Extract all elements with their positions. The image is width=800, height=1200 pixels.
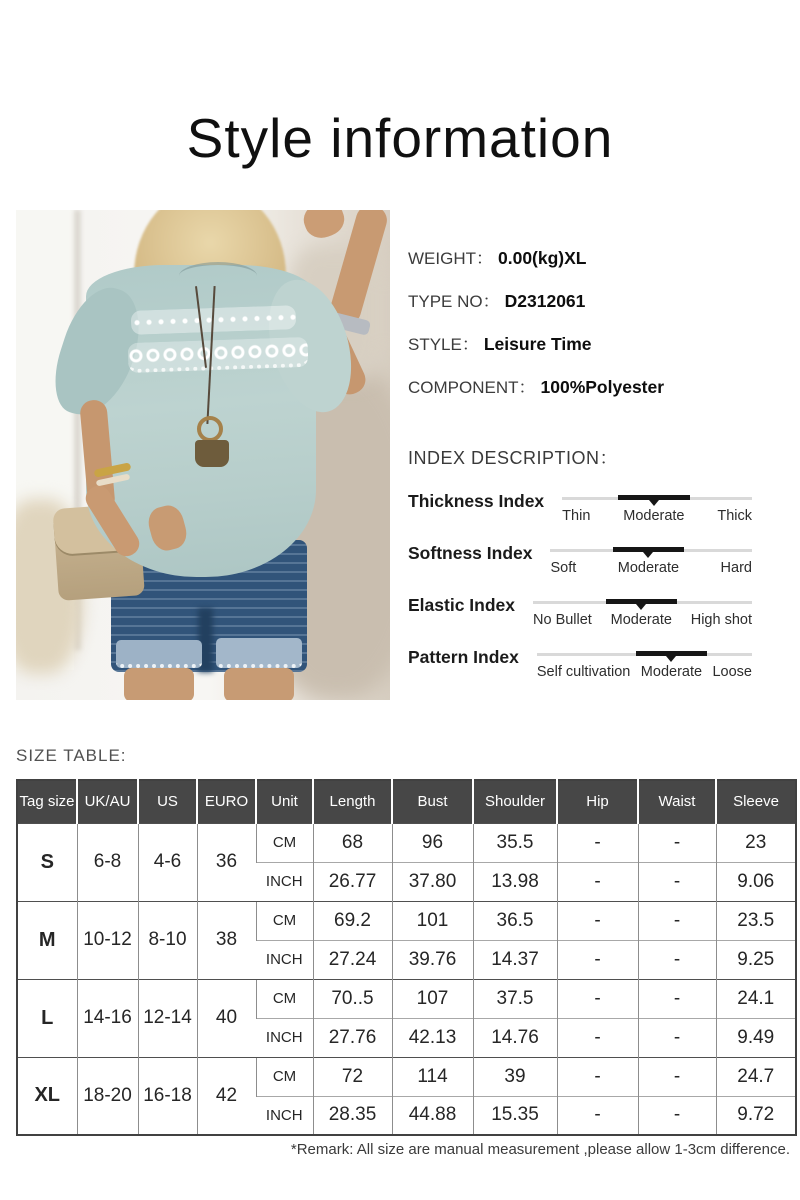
option-label: Loose bbox=[712, 664, 752, 680]
index-row-elastic bbox=[408, 596, 752, 628]
detail-style bbox=[408, 330, 794, 354]
measure-cell: - bbox=[638, 1018, 716, 1057]
unit-inch-cell: INCH bbox=[256, 940, 313, 979]
detail-label: STYLE： bbox=[408, 335, 479, 354]
column-header-hip: Hip bbox=[557, 780, 638, 823]
column-header-shoulder: Shoulder bbox=[473, 780, 557, 823]
us-cell: 8-10 bbox=[138, 901, 197, 979]
measure-cell: - bbox=[638, 823, 716, 862]
index-row-thickness bbox=[408, 492, 752, 524]
bar-segment bbox=[712, 648, 752, 661]
tag-size-cell: L bbox=[17, 979, 77, 1057]
detail-label: WEIGHT： bbox=[408, 249, 493, 268]
index-row-softness bbox=[408, 544, 752, 576]
option-label: Self cultivation bbox=[536, 664, 631, 680]
measure-cell: - bbox=[557, 979, 638, 1018]
lace-band bbox=[128, 337, 309, 373]
measure-cell: 70..5 bbox=[313, 979, 392, 1018]
us-cell: 4-6 bbox=[138, 823, 197, 901]
index-bar-labels bbox=[550, 560, 752, 576]
index-bar-line bbox=[537, 648, 752, 661]
bar-segment-active bbox=[618, 544, 679, 557]
bar-segment bbox=[562, 492, 590, 505]
unit-inch-cell: INCH bbox=[256, 1018, 313, 1057]
detail-value: Leisure Time bbox=[483, 334, 592, 354]
column-header-uk-au: UK/AU bbox=[77, 780, 138, 823]
index-bar-line bbox=[533, 596, 752, 609]
bar-segment-active bbox=[611, 596, 672, 609]
measure-cell: 68 bbox=[313, 823, 392, 862]
measure-cell: 37.80 bbox=[392, 862, 473, 901]
measure-cell: - bbox=[557, 901, 638, 940]
measure-cell: 44.88 bbox=[392, 1096, 473, 1135]
unit-inch-cell: INCH bbox=[256, 1096, 313, 1135]
index-description-heading: INDEX DESCRIPTION： bbox=[408, 448, 619, 468]
measure-cell: 13.98 bbox=[473, 862, 557, 901]
measure-cell: - bbox=[638, 1096, 716, 1135]
measure-cell: 26.77 bbox=[313, 862, 392, 901]
index-label: Thickness Index bbox=[408, 491, 545, 511]
detail-value: 100%Polyester bbox=[540, 377, 665, 397]
bar-segment-active bbox=[623, 492, 684, 505]
euro-cell: 36 bbox=[197, 823, 256, 901]
bar-segment bbox=[533, 596, 592, 609]
size-row-m-cm bbox=[17, 901, 796, 940]
option-label: Moderate bbox=[610, 612, 672, 628]
measure-cell: 27.24 bbox=[313, 940, 392, 979]
measure-cell: 72 bbox=[313, 1057, 392, 1096]
option-label: Soft bbox=[550, 560, 577, 576]
index-description bbox=[408, 444, 752, 700]
column-header-us: US bbox=[138, 780, 197, 823]
measure-cell: 9.06 bbox=[716, 862, 796, 901]
measure-cell: 114 bbox=[392, 1057, 473, 1096]
unit-cm-cell: CM bbox=[256, 901, 313, 940]
measure-cell: 24.1 bbox=[716, 979, 796, 1018]
size-table-body bbox=[17, 823, 796, 1135]
size-table-header-row bbox=[17, 780, 796, 823]
necklace-pendant-ring bbox=[197, 416, 223, 442]
measure-cell: 15.35 bbox=[473, 1096, 557, 1135]
measure-cell: 42.13 bbox=[392, 1018, 473, 1057]
detail-value: D2312061 bbox=[504, 291, 586, 311]
index-row-pattern bbox=[408, 648, 752, 680]
index-bar-labels bbox=[533, 612, 752, 628]
measure-cell: - bbox=[557, 940, 638, 979]
measure-cell: - bbox=[638, 1057, 716, 1096]
measure-cell: 23.5 bbox=[716, 901, 796, 940]
neckline bbox=[179, 262, 257, 290]
detail-weight bbox=[408, 244, 794, 268]
size-row-xl-cm bbox=[17, 1057, 796, 1096]
index-label: Softness Index bbox=[408, 543, 533, 563]
measure-cell: - bbox=[638, 979, 716, 1018]
unit-cm-cell: CM bbox=[256, 979, 313, 1018]
index-bar-line bbox=[550, 544, 752, 557]
measure-cell: - bbox=[638, 862, 716, 901]
measure-cell: 107 bbox=[392, 979, 473, 1018]
option-label: Thick bbox=[717, 508, 752, 524]
measure-cell: 37.5 bbox=[473, 979, 557, 1018]
detail-component bbox=[408, 373, 794, 397]
measure-cell: - bbox=[638, 940, 716, 979]
option-label: Hard bbox=[720, 560, 752, 576]
detail-label: COMPONENT： bbox=[408, 378, 536, 397]
size-table bbox=[16, 779, 797, 1136]
measure-cell: 9.25 bbox=[716, 940, 796, 979]
measure-cell: 101 bbox=[392, 901, 473, 940]
measure-cell: 39 bbox=[473, 1057, 557, 1096]
euro-cell: 42 bbox=[197, 1057, 256, 1135]
measure-cell: - bbox=[557, 1018, 638, 1057]
us-cell: 16-18 bbox=[138, 1057, 197, 1135]
ukau-cell: 14-16 bbox=[77, 979, 138, 1057]
column-header-bust: Bust bbox=[392, 780, 473, 823]
measure-cell: 9.49 bbox=[716, 1018, 796, 1057]
measure-cell: 24.7 bbox=[716, 1057, 796, 1096]
necklace-tassel bbox=[195, 440, 229, 467]
bar-segment bbox=[691, 596, 752, 609]
unit-cm-cell: CM bbox=[256, 823, 313, 862]
product-photo bbox=[16, 210, 390, 700]
index-bar bbox=[533, 596, 752, 628]
measure-cell: 28.35 bbox=[313, 1096, 392, 1135]
measure-cell: 69.2 bbox=[313, 901, 392, 940]
size-table-heading: SIZE TABLE: bbox=[16, 746, 127, 765]
bar-segment-active bbox=[641, 648, 702, 661]
measure-cell: - bbox=[557, 862, 638, 901]
measure-cell: 9.72 bbox=[716, 1096, 796, 1135]
rolled-cuff bbox=[116, 640, 202, 668]
unit-cm-cell: CM bbox=[256, 1057, 313, 1096]
detail-label: TYPE NO： bbox=[408, 292, 500, 311]
ukau-cell: 18-20 bbox=[77, 1057, 138, 1135]
option-label: Moderate bbox=[617, 560, 680, 576]
detail-value: 0.00(kg)XL bbox=[498, 248, 587, 268]
option-label: Moderate bbox=[623, 508, 685, 524]
index-label: Pattern Index bbox=[408, 647, 519, 667]
bar-segment bbox=[550, 544, 576, 557]
measure-cell: - bbox=[557, 1057, 638, 1096]
option-label: Thin bbox=[562, 508, 591, 524]
euro-cell: 40 bbox=[197, 979, 256, 1057]
product-details bbox=[408, 244, 794, 416]
euro-cell: 38 bbox=[197, 901, 256, 979]
measure-cell: 14.37 bbox=[473, 940, 557, 979]
leg bbox=[124, 668, 194, 700]
column-header-length: Length bbox=[313, 780, 392, 823]
size-table-remark: *Remark: All size are manual measurement ,please allow 1-3cm difference. bbox=[290, 1141, 790, 1158]
size-row-l-cm bbox=[17, 979, 796, 1018]
measure-cell: 96 bbox=[392, 823, 473, 862]
measure-cell: 14.76 bbox=[473, 1018, 557, 1057]
index-bar-labels bbox=[562, 508, 752, 524]
index-bar bbox=[550, 544, 752, 576]
column-header-unit: Unit bbox=[256, 780, 313, 823]
measure-cell: 36.5 bbox=[473, 901, 557, 940]
leg bbox=[224, 668, 294, 700]
index-bar-line bbox=[562, 492, 752, 505]
column-header-sleeve: Sleeve bbox=[716, 780, 796, 823]
ukau-cell: 6-8 bbox=[77, 823, 138, 901]
tag-size-cell: XL bbox=[17, 1057, 77, 1135]
column-header-euro: EURO bbox=[197, 780, 256, 823]
size-row-s-cm bbox=[17, 823, 796, 862]
unit-inch-cell: INCH bbox=[256, 862, 313, 901]
us-cell: 12-14 bbox=[138, 979, 197, 1057]
measure-cell: 35.5 bbox=[473, 823, 557, 862]
index-bar bbox=[562, 492, 752, 524]
measure-cell: - bbox=[557, 823, 638, 862]
bar-segment bbox=[537, 648, 631, 661]
rolled-cuff bbox=[216, 638, 302, 668]
option-label: High shot bbox=[690, 612, 752, 628]
measure-cell: 23 bbox=[716, 823, 796, 862]
option-label: No Bullet bbox=[533, 612, 592, 628]
measure-cell: - bbox=[557, 1096, 638, 1135]
measure-cell: 39.76 bbox=[392, 940, 473, 979]
page-title: Style information bbox=[186, 107, 614, 169]
measure-cell: 27.76 bbox=[313, 1018, 392, 1057]
detail-type-no bbox=[408, 287, 794, 311]
index-bar-labels bbox=[537, 664, 752, 680]
bar-segment bbox=[717, 492, 752, 505]
tag-size-cell: M bbox=[17, 901, 77, 979]
column-header-tag-size: Tag size bbox=[17, 780, 77, 823]
index-label: Elastic Index bbox=[408, 595, 515, 615]
option-label: Moderate bbox=[640, 664, 703, 680]
ukau-cell: 10-12 bbox=[77, 901, 138, 979]
tag-size-cell: S bbox=[17, 823, 77, 901]
bar-segment bbox=[721, 544, 752, 557]
index-bar bbox=[537, 648, 752, 680]
measure-cell: - bbox=[638, 901, 716, 940]
column-header-waist: Waist bbox=[638, 780, 716, 823]
